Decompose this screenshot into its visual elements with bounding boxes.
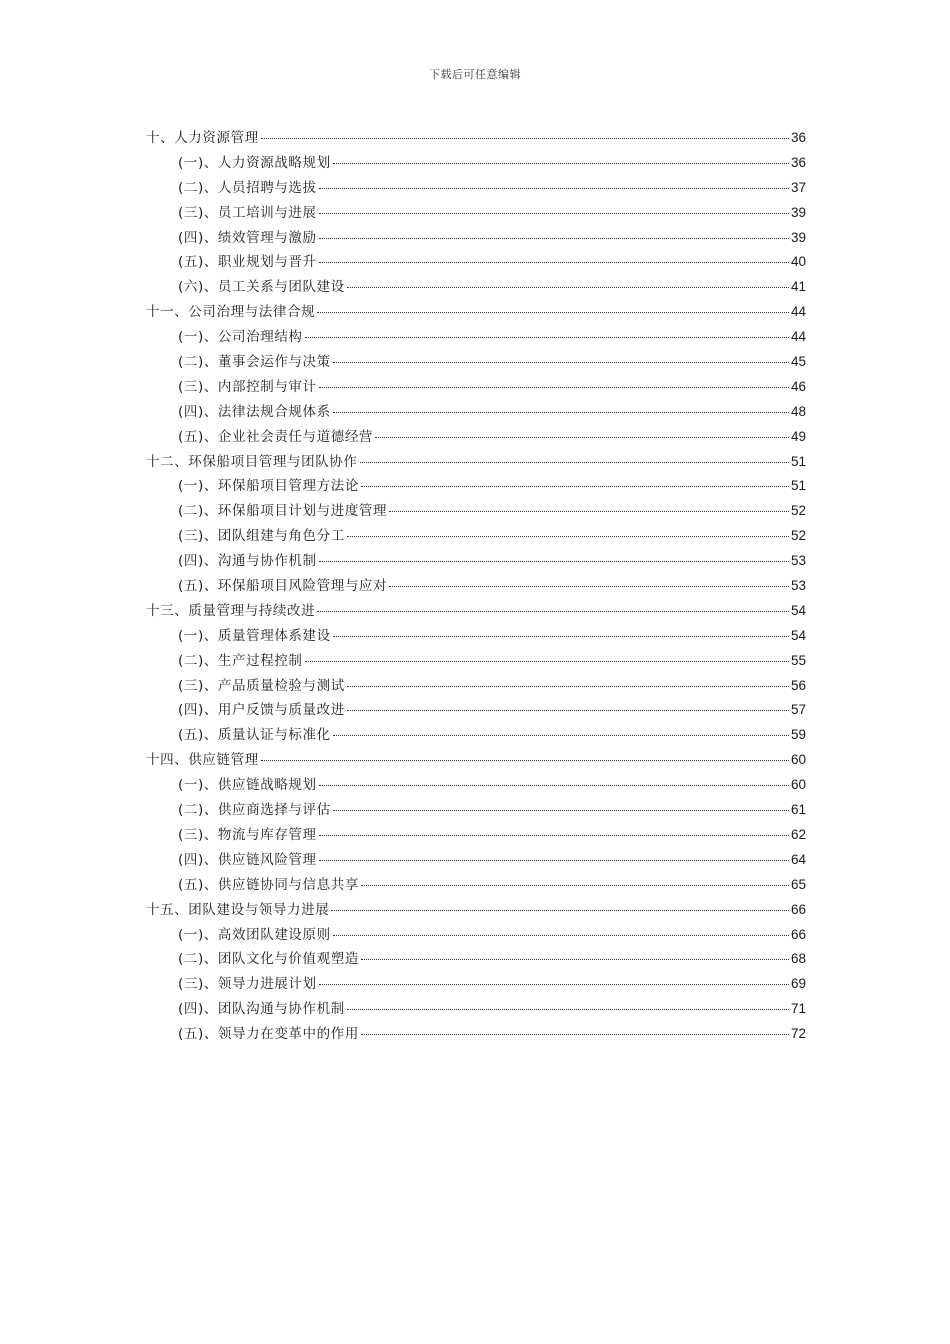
- toc-page-number: 51: [790, 453, 806, 469]
- toc-chapter-entry[interactable]: [146, 599, 806, 624]
- toc-dot-leader: [319, 188, 789, 189]
- toc-dot-leader: [347, 710, 789, 711]
- toc-page-number: 57: [790, 702, 806, 718]
- toc-dot-leader: [361, 486, 789, 487]
- toc-page-number: 48: [790, 403, 806, 419]
- toc-page-number: 37: [790, 179, 806, 195]
- toc-dot-leader: [333, 935, 789, 936]
- toc-entry-title: (二)、供应商选择与评估: [178, 802, 331, 819]
- toc-dot-leader: [261, 138, 789, 139]
- toc-section-entry[interactable]: [146, 425, 806, 450]
- toc-entry-title: (二)、董事会运作与决策: [178, 354, 331, 371]
- toc-section-entry[interactable]: [146, 698, 806, 723]
- toc-entry-title: 十四、供应链管理: [146, 752, 259, 769]
- toc-page-number: 51: [790, 478, 806, 494]
- toc-page-number: 54: [790, 602, 806, 618]
- toc-dot-leader: [375, 437, 789, 438]
- toc-section-entry[interactable]: [146, 1022, 806, 1047]
- toc-page-number: 52: [790, 503, 806, 519]
- toc-section-entry[interactable]: [146, 972, 806, 997]
- toc-page-number: 44: [790, 329, 806, 345]
- toc-entry-title: (二)、人员招聘与选拔: [178, 179, 317, 196]
- toc-entry-title: (二)、生产过程控制: [178, 652, 303, 669]
- toc-entry-title: (一)、环保船项目管理方法论: [178, 478, 359, 495]
- toc-page-number: 56: [790, 677, 806, 693]
- toc-entry-title: 十、人力资源管理: [146, 130, 259, 146]
- toc-section-entry[interactable]: [146, 624, 806, 649]
- toc-section-entry[interactable]: [146, 823, 806, 848]
- toc-dot-leader: [361, 885, 789, 886]
- toc-entry-title: (三)、物流与库存管理: [178, 826, 317, 843]
- toc-page-number: 55: [790, 652, 806, 668]
- page-header: 下载后可任意编辑: [429, 68, 521, 81]
- toc-page-number: 44: [790, 304, 806, 320]
- toc-section-entry[interactable]: [146, 400, 806, 425]
- toc-page-number: 71: [790, 1001, 806, 1017]
- toc-dot-leader: [347, 686, 789, 687]
- toc-dot-leader: [347, 287, 789, 288]
- toc-entry-title: (四)、法律法规合规体系: [178, 403, 331, 420]
- toc-dot-leader: [317, 611, 789, 612]
- toc-entry-title: (一)、公司治理结构: [178, 329, 303, 346]
- toc-dot-leader: [333, 362, 789, 363]
- toc-entry-title: (五)、职业规划与晋升: [178, 254, 317, 271]
- toc-page-number: 36: [790, 130, 806, 145]
- toc-entry-title: 十一、公司治理与法律合规: [146, 304, 316, 321]
- toc-dot-leader: [333, 412, 789, 413]
- toc-page-number: 68: [790, 951, 806, 967]
- toc-entry-title: (四)、沟通与协作机制: [178, 553, 317, 570]
- toc-dot-leader: [361, 959, 789, 960]
- toc-page-number: 40: [790, 254, 806, 270]
- toc-dot-leader: [319, 860, 789, 861]
- toc-section-entry[interactable]: [146, 773, 806, 798]
- toc-page-number: 54: [790, 627, 806, 643]
- toc-chapter-entry[interactable]: [146, 748, 806, 773]
- toc-dot-leader: [319, 262, 789, 263]
- toc-page-number: 61: [790, 802, 806, 818]
- toc-page-number: 60: [790, 752, 806, 768]
- toc-page-number: 53: [790, 578, 806, 594]
- toc-entry-title: (五)、质量认证与标准化: [178, 727, 331, 744]
- toc-dot-leader: [319, 835, 789, 836]
- toc-page-number: 64: [790, 851, 806, 867]
- toc-entry-title: (三)、领导力进展计划: [178, 976, 317, 993]
- toc-entry-title: (六)、员工关系与团队建设: [178, 279, 345, 296]
- toc-page-number: 52: [790, 528, 806, 544]
- toc-entry-title: (一)、供应链战略规划: [178, 777, 317, 794]
- toc-entry-title: (四)、用户反馈与质量改进: [178, 702, 345, 719]
- toc-entry-title: (三)、员工培训与进展: [178, 204, 317, 221]
- toc-entry-title: (三)、产品质量检验与测试: [178, 677, 345, 694]
- toc-section-entry[interactable]: [146, 325, 806, 350]
- toc-entry-title: (二)、环保船项目计划与进度管理: [178, 503, 388, 520]
- toc-section-entry[interactable]: [146, 499, 806, 524]
- toc-dot-leader: [319, 561, 789, 562]
- toc-section-entry[interactable]: [146, 873, 806, 898]
- toc-dot-leader: [361, 1034, 789, 1035]
- toc-page-number: 62: [790, 826, 806, 842]
- toc-entry-title: (四)、绩效管理与激励: [178, 229, 317, 246]
- toc-dot-leader: [333, 163, 789, 164]
- toc-dot-leader: [305, 337, 789, 338]
- toc-section-entry[interactable]: [146, 151, 806, 176]
- toc-section-entry[interactable]: [146, 798, 806, 823]
- toc-dot-leader: [319, 387, 789, 388]
- toc-page-number: 53: [790, 553, 806, 569]
- toc-section-entry[interactable]: [146, 574, 806, 599]
- toc-section-entry[interactable]: [146, 549, 806, 574]
- toc-page-number: 41: [790, 279, 806, 295]
- toc-page-number: 49: [790, 428, 806, 444]
- toc-section-entry[interactable]: [146, 350, 806, 375]
- toc-entry-title: 十二、环保船项目管理与团队协作: [146, 453, 358, 470]
- toc-page-number: 66: [790, 901, 806, 917]
- toc-section-entry[interactable]: [146, 674, 806, 699]
- toc-section-entry[interactable]: [146, 250, 806, 275]
- toc-section-entry[interactable]: [146, 201, 806, 226]
- toc-entry-title: (四)、团队沟通与协作机制: [178, 1001, 345, 1018]
- toc-dot-leader: [347, 536, 789, 537]
- toc-section-entry[interactable]: [146, 923, 806, 948]
- table-of-contents: [146, 126, 806, 1047]
- toc-dot-leader: [333, 735, 789, 736]
- toc-dot-leader: [389, 586, 789, 587]
- toc-dot-leader: [333, 810, 789, 811]
- toc-section-entry[interactable]: [146, 275, 806, 300]
- toc-page-number: 39: [790, 229, 806, 245]
- toc-page-number: 46: [790, 378, 806, 394]
- toc-page-number: 45: [790, 354, 806, 370]
- toc-dot-leader: [261, 760, 789, 761]
- toc-entry-title: (五)、企业社会责任与道德经营: [178, 428, 374, 445]
- toc-entry-title: (五)、环保船项目风险管理与应对: [178, 578, 388, 595]
- toc-section-entry[interactable]: [146, 997, 806, 1022]
- toc-section-entry[interactable]: [146, 649, 806, 674]
- toc-chapter-entry[interactable]: [146, 126, 806, 151]
- toc-entry-title: (一)、高效团队建设原则: [178, 926, 331, 943]
- toc-dot-leader: [360, 462, 789, 463]
- toc-dot-leader: [319, 785, 789, 786]
- toc-entry-title: (五)、领导力在变革中的作用: [178, 1026, 359, 1043]
- toc-dot-leader: [319, 984, 789, 985]
- toc-entry-title: (三)、团队组建与角色分工: [178, 528, 345, 545]
- toc-dot-leader: [333, 636, 789, 637]
- toc-chapter-entry[interactable]: [146, 300, 806, 325]
- toc-page-number: 69: [790, 976, 806, 992]
- toc-page-number: 65: [790, 876, 806, 892]
- toc-section-entry[interactable]: [146, 176, 806, 201]
- toc-dot-leader: [347, 1009, 789, 1010]
- toc-page-number: 60: [790, 777, 806, 793]
- toc-entry-title: (一)、人力资源战略规划: [178, 154, 331, 171]
- toc-chapter-entry[interactable]: [146, 898, 806, 923]
- toc-section-entry[interactable]: [146, 474, 806, 499]
- toc-page-number: 66: [790, 926, 806, 942]
- toc-dot-leader: [319, 213, 789, 214]
- toc-dot-leader: [317, 312, 789, 313]
- toc-page-number: 39: [790, 204, 806, 220]
- toc-dot-leader: [331, 910, 789, 911]
- toc-page-number: 72: [790, 1026, 806, 1042]
- toc-section-entry[interactable]: [146, 375, 806, 400]
- toc-dot-leader: [389, 511, 789, 512]
- toc-page-number: 59: [790, 727, 806, 743]
- toc-section-entry[interactable]: [146, 723, 806, 748]
- toc-entry-title: (一)、质量管理体系建设: [178, 627, 331, 644]
- toc-entry-title: 十三、质量管理与持续改进: [146, 602, 316, 619]
- toc-section-entry[interactable]: [146, 524, 806, 549]
- toc-section-entry[interactable]: [146, 848, 806, 873]
- toc-page-number: 36: [790, 154, 806, 170]
- toc-entry-title: (三)、内部控制与审计: [178, 378, 317, 395]
- toc-entry-title: (二)、团队文化与价值观塑造: [178, 951, 359, 968]
- toc-section-entry[interactable]: [146, 226, 806, 251]
- toc-section-entry[interactable]: [146, 947, 806, 972]
- toc-chapter-entry[interactable]: [146, 450, 806, 475]
- toc-entry-title: 十五、团队建设与领导力进展: [146, 901, 330, 918]
- toc-dot-leader: [319, 238, 789, 239]
- toc-dot-leader: [305, 661, 789, 662]
- toc-entry-title: (五)、供应链协同与信息共享: [178, 876, 359, 893]
- toc-entry-title: (四)、供应链风险管理: [178, 851, 317, 868]
